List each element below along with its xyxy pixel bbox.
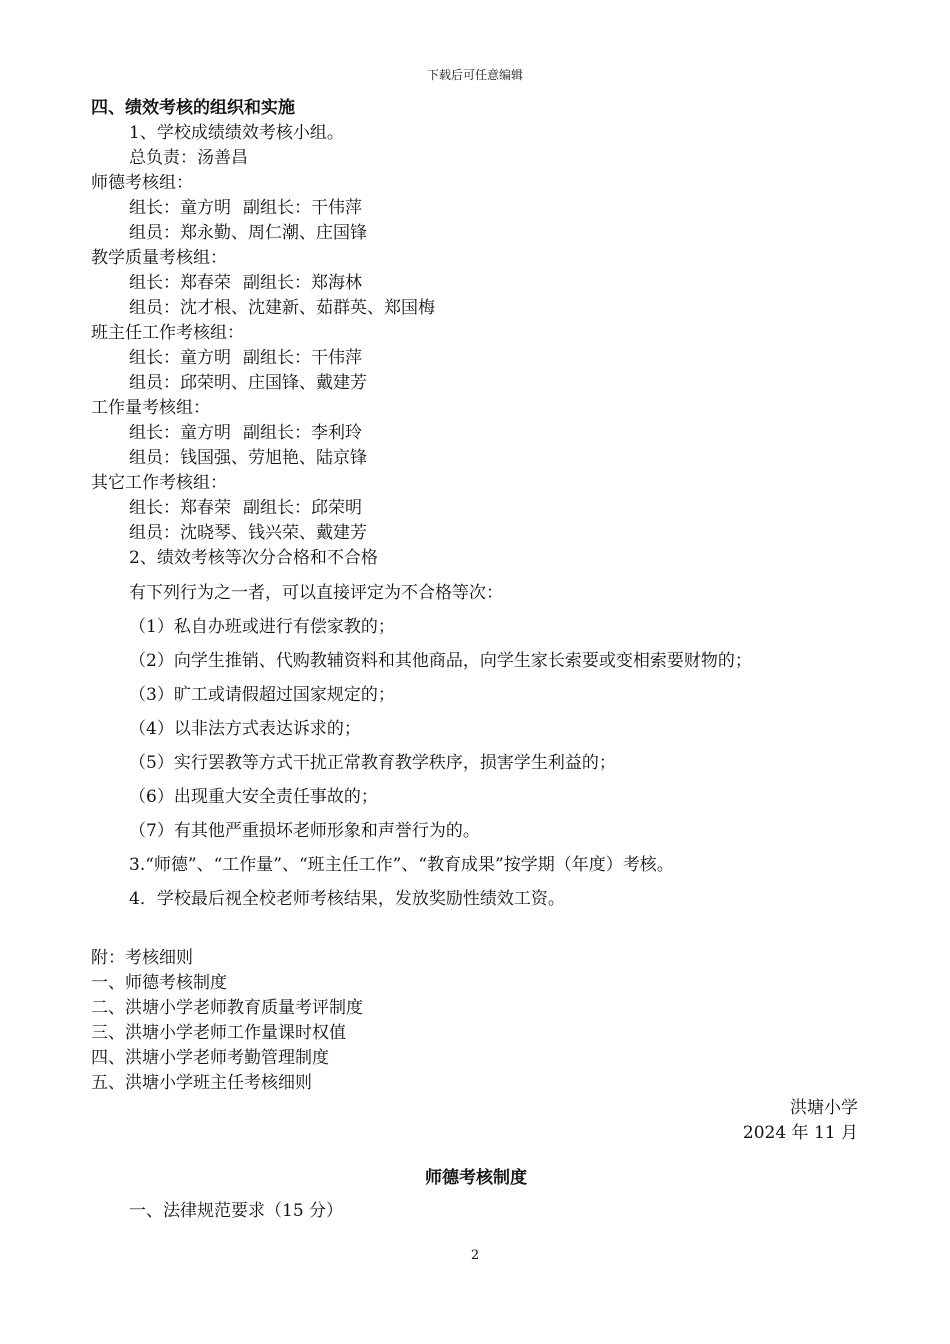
group-leaders bbox=[91, 346, 861, 371]
group-leaders bbox=[91, 271, 861, 296]
behavior-item: （7）有其他严重损坏老师形象和声誉行为的。 bbox=[129, 821, 480, 841]
group-leader: 组长：童方明 bbox=[129, 198, 231, 218]
group-members: 组员：郑永勤、周仁潮、庄国锋 bbox=[129, 223, 367, 243]
chief-line: 总负责：汤善昌 bbox=[129, 148, 248, 168]
group-deputy: 副组长：邱荣明 bbox=[243, 498, 362, 518]
signature: 洪塘小学 bbox=[790, 1098, 858, 1118]
group-name: 教学质量考核组： bbox=[91, 248, 227, 268]
group-members: 组员：沈晓琴、钱兴荣、戴建芳 bbox=[129, 523, 367, 543]
behavior-item: （4）以非法方式表达诉求的； bbox=[129, 719, 361, 739]
group-deputy: 副组长：干伟萍 bbox=[243, 198, 362, 218]
group-name: 工作量考核组： bbox=[91, 398, 210, 418]
behavior-item: （5）实行罢教等方式干扰正常教育教学秩序，损害学生利益的； bbox=[129, 753, 616, 773]
appendix-item: 三、洪塘小学老师工作量课时权值 bbox=[91, 1023, 346, 1043]
group-leader: 组长：郑春荣 bbox=[129, 498, 231, 518]
group-leader: 组长：郑春荣 bbox=[129, 273, 231, 293]
appendix-item: 五、洪塘小学班主任考核细则 bbox=[91, 1073, 312, 1093]
group-members: 组员：邱荣明、庄国锋、戴建芳 bbox=[129, 373, 367, 393]
date: 2024 年 11 月 bbox=[742, 1123, 858, 1143]
item-2: 2、绩效考核等次分合格和不合格 bbox=[129, 548, 378, 568]
behavior-item: （2）向学生推销、代购教辅资料和其他商品，向学生家长索要或变相索要财物的； bbox=[129, 651, 752, 671]
behavior-item: （1）私自办班或进行有偿家教的； bbox=[129, 617, 395, 637]
group-leader: 组长：童方明 bbox=[129, 348, 231, 368]
group-leaders bbox=[91, 421, 861, 446]
group-deputy: 副组长：郑海林 bbox=[243, 273, 362, 293]
group-name: 师德考核组： bbox=[91, 173, 193, 193]
behavior-item: （3）旷工或请假超过国家规定的； bbox=[129, 685, 395, 705]
document-body bbox=[91, 96, 861, 1224]
section-title: 四、绩效考核的组织和实施 bbox=[91, 98, 295, 118]
item-4: 4．学校最后视全校老师考核结果，发放奖励性绩效工资。 bbox=[129, 889, 565, 909]
group-leaders bbox=[91, 496, 861, 521]
group-members: 组员：钱国强、劳旭艳、陆京锋 bbox=[129, 448, 367, 468]
appendix-item: 一、师德考核制度 bbox=[91, 973, 227, 993]
group-leaders bbox=[91, 196, 861, 221]
group-deputy: 副组长：干伟萍 bbox=[243, 348, 362, 368]
next-section-title: 师德考核制度 bbox=[425, 1168, 527, 1188]
item-3: 3.“师德”、“工作量”、“班主任工作”、“教育成果”按学期（年度）考核。 bbox=[129, 855, 674, 875]
group-name: 班主任工作考核组： bbox=[91, 323, 244, 343]
group-deputy: 副组长：李利玲 bbox=[243, 423, 362, 443]
appendix-item: 二、洪塘小学老师教育质量考评制度 bbox=[91, 998, 363, 1018]
group-leader: 组长：童方明 bbox=[129, 423, 231, 443]
behavior-item: （6）出现重大安全责任事故的； bbox=[129, 787, 378, 807]
item-1: 1、学校成绩绩效考核小组。 bbox=[129, 123, 344, 143]
appendix-item: 四、洪塘小学老师考勤管理制度 bbox=[91, 1048, 329, 1068]
appendix-title: 附：考核细则 bbox=[91, 948, 193, 968]
header-note: 下载后可任意编辑 bbox=[426, 68, 523, 82]
page-number: 2 bbox=[470, 1248, 480, 1263]
item-2-intro: 有下列行为之一者，可以直接评定为不合格等次： bbox=[129, 583, 503, 603]
group-members: 组员：沈才根、沈建新、茹群英、郑国梅 bbox=[129, 298, 435, 318]
group-name: 其它工作考核组： bbox=[91, 473, 227, 493]
next-section-item: 一、法律规范要求（15 分） bbox=[129, 1201, 344, 1221]
